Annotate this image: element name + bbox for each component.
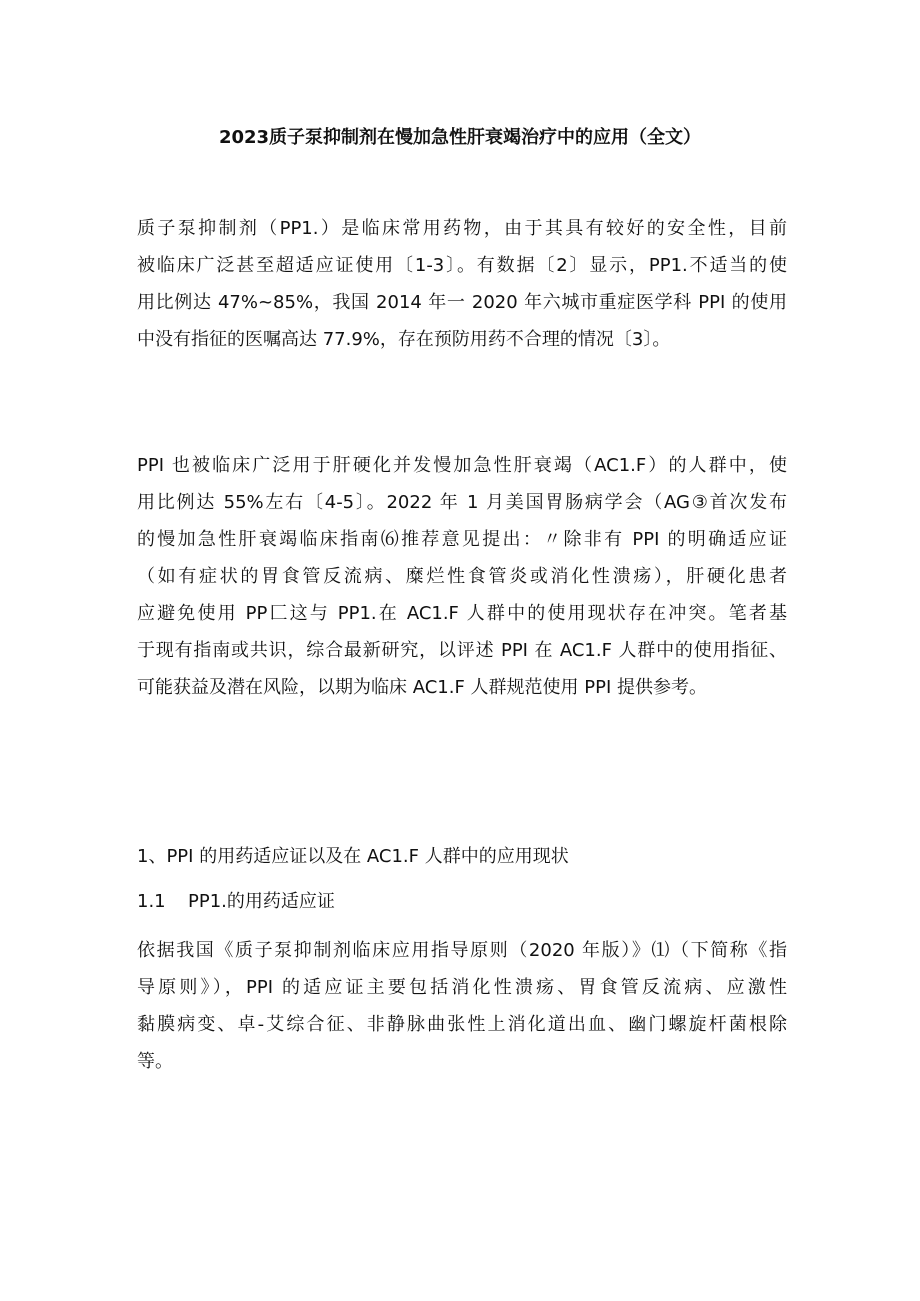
subsection-heading xyxy=(137,887,335,917)
paragraph-line: 导原则》），PPI 的适应证主要包括消化性溃疡、胃食管反流病、应激性 xyxy=(137,977,787,998)
paragraph-line: （如有症状的胃食管反流病、糜烂性食管炎或消化性溃疡），肝硬化患者 xyxy=(137,566,787,587)
paragraph-line: 用比例达 55%左右〔4-5〕。2022 年 1 月美国胃肠病学会（AG③首次发布 xyxy=(137,492,787,513)
paragraph-line: 被临床广泛甚至超适应证使用〔1-3〕。有数据〔2〕显示，PP1.不适当的使 xyxy=(137,255,787,276)
document-title: 2023质子泵抑制剂在慢加急性肝衰竭治疗中的应用（全文） xyxy=(218,127,702,148)
subsection-number: 1.1 xyxy=(137,891,166,912)
paragraph-2 xyxy=(137,447,787,706)
paragraph-line: PPI 也被临床广泛用于肝硬化并发慢加急性肝衰竭（AC1.F）的人群中，使 xyxy=(137,455,787,476)
paragraph-line: 依据我国《质子泵抑制剂临床应用指导原则（2020 年版）》⑴（下简称《指 xyxy=(137,940,787,961)
subsection-title: PP1.的用药适应证 xyxy=(188,891,335,912)
paragraph-line: 可能获益及潜在风险，以期为临床 AC1.F 人群规范使用 PPI 提供参考。 xyxy=(137,677,707,698)
section-heading: 1、PPI 的用药适应证以及在 AC1.F 人群中的应用现状 xyxy=(137,846,569,867)
paragraph-1 xyxy=(137,210,787,358)
paragraph-line: 用比例达 47%~85%，我国 2014 年一 2020 年六城市重症医学科 PPI 的使用 xyxy=(137,292,787,313)
paragraph-line: 质子泵抑制剂（PP1.）是临床常用药物，由于其具有较好的安全性，目前 xyxy=(137,218,787,239)
paragraph-line: 的慢加急性肝衰竭临床指南⑹推荐意见提出：〃除非有 PPI 的明确适应证 xyxy=(137,529,787,550)
paragraph-line: 等。 xyxy=(137,1051,173,1072)
paragraph-line: 于现有指南或共识，综合最新研究，以评述 PPI 在 AC1.F 人群中的使用指征、 xyxy=(137,640,787,661)
paragraph-3 xyxy=(137,932,787,1080)
paragraph-line: 黏膜病变、卓-艾综合征、非静脉曲张性上消化道出血、幽门螺旋杆菌根除 xyxy=(137,1014,787,1035)
paragraph-line: 中没有指征的医嘱高达 77.9%，存在预防用药不合理的情况〔3〕。 xyxy=(137,329,671,350)
paragraph-line: 应避免使用 PP匚这与 PP1.在 AC1.F 人群中的使用现状存在冲突。笔者基 xyxy=(137,603,787,624)
